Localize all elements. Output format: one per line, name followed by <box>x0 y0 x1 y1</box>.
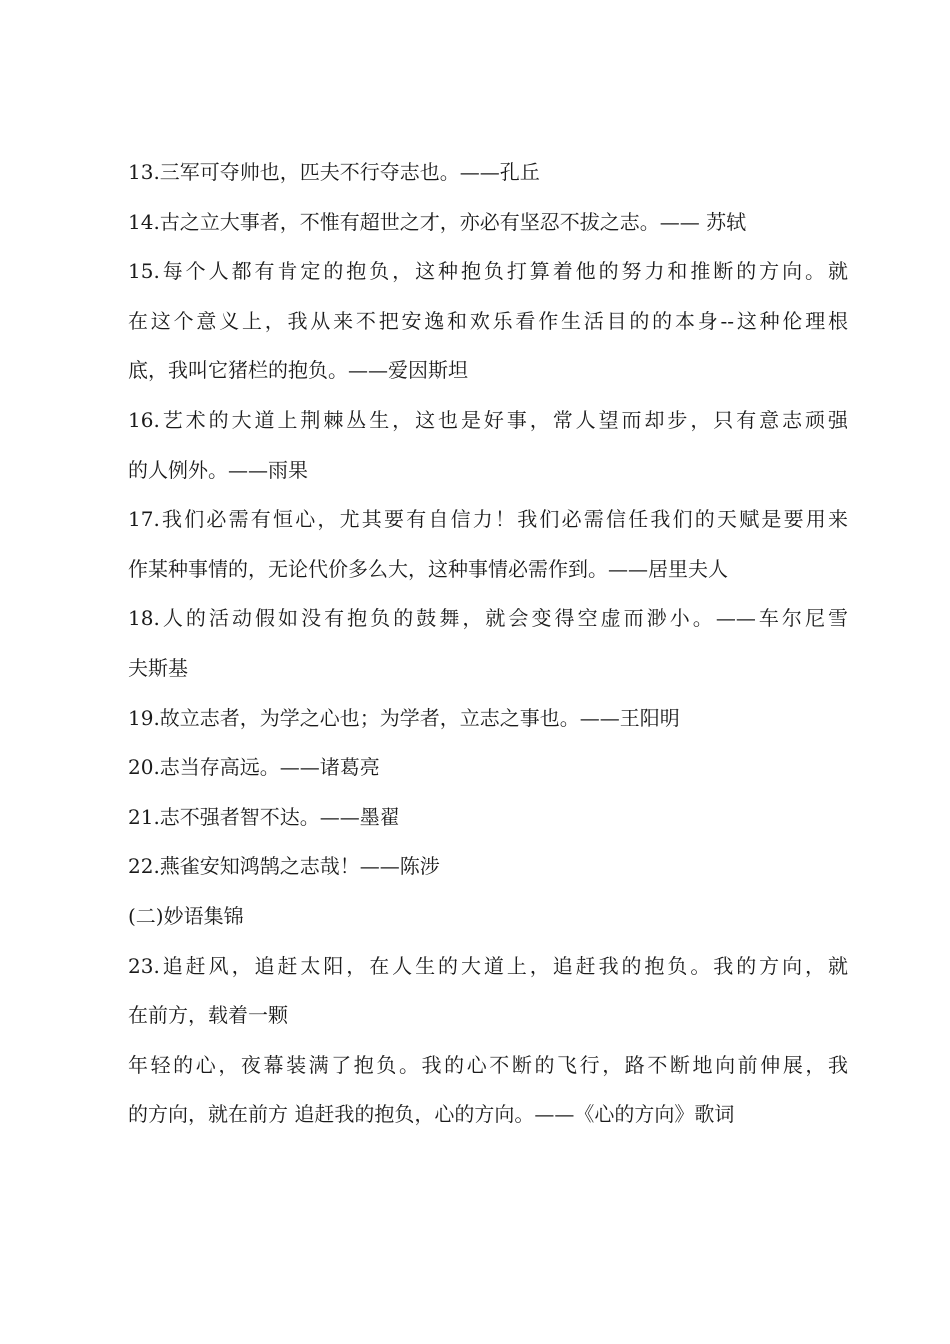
quote-21: 21.志不强者智不达。——墨翟 <box>128 804 400 829</box>
quote-16-line-2: 的人例外。——雨果 <box>128 457 308 482</box>
section-heading: (二)妙语集锦 <box>128 903 244 928</box>
quote-22: 22.燕雀安知鸿鹄之志哉！——陈涉 <box>128 854 440 879</box>
quote-17-line-2: 作某种事情的，无论代价多么大，这种事情必需作到。——居里夫人 <box>128 556 728 581</box>
quote-18-line-2: 夫斯基 <box>128 655 188 680</box>
quote-23-line-2: 在前方，载着一颗 <box>128 1003 288 1028</box>
quote-13: 13.三军可夺帅也，匹夫不行夺志也。——孔丘 <box>128 160 540 184</box>
quote-18-line-1: 18.人的活动假如没有抱负的鼓舞，就会变得空虚而渺小。——车尔尼雪 <box>128 606 848 631</box>
quote-list <box>128 148 848 1140</box>
quote-23-line-3: 年轻的心，夜幕装满了抱负。我的心不断的飞行，路不断地向前伸展，我 <box>128 1052 848 1077</box>
quote-17-line-1: 17.我们必需有恒心，尤其要有自信力！我们必需信任我们的天赋是要用来 <box>128 507 848 532</box>
quote-15-line-3: 底，我叫它猪栏的抱负。——爱因斯坦 <box>128 358 468 383</box>
quote-14: 14.古之立大事者，不惟有超世之才，亦必有坚忍不拔之志。—— 苏轼 <box>128 209 747 234</box>
quote-16-line-1: 16.艺术的大道上荆棘丛生，这也是好事，常人望而却步，只有意志顽强 <box>128 407 848 432</box>
quote-15-line-2: 在这个意义上，我从来不把安逸和欢乐看作生活目的的本身--这种伦理根 <box>128 308 848 333</box>
quote-23-line-1: 23.追赶风，追赶太阳，在人生的大道上，追赶我的抱负。我的方向，就 <box>128 953 848 978</box>
quote-19: 19.故立志者，为学之心也；为学者，立志之事也。——王阳明 <box>128 705 680 730</box>
quote-15-line-1: 15.每个人都有肯定的抱负，这种抱负打算着他的努力和推断的方向。就 <box>128 259 848 284</box>
quote-20: 20.志当存高远。——诸葛亮 <box>128 755 380 780</box>
quote-23-line-4: 的方向，就在前方 追赶我的抱负，心的方向。——《心的方向》歌词 <box>128 1102 735 1127</box>
